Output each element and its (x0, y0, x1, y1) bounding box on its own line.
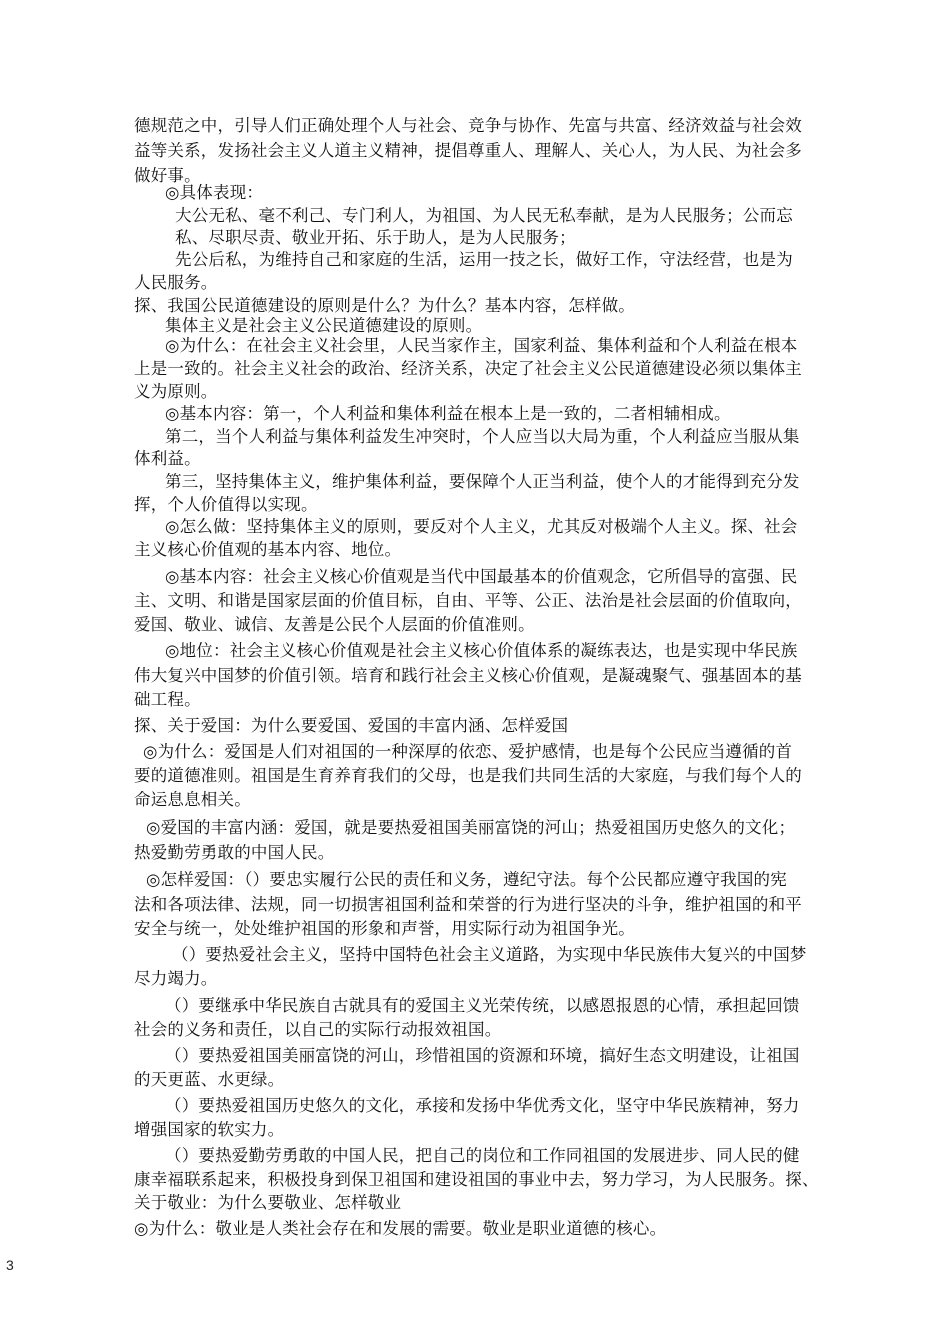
text-line: ◎基本内容：第一，个人利益和集体利益在根本上是一致的，二者相辅相成。 (165, 404, 731, 423)
text-line: 社会的义务和责任，以自己的实际行动报效祖国。 (134, 1020, 502, 1039)
text-line: 法和各项法律、法规，同一切损害祖国利益和荣誉的行为进行坚决的斗争，维护祖国的和平 (134, 895, 802, 914)
page-number: 3 (6, 1257, 14, 1273)
text-line: （）要热爱祖国美丽富饶的河山，珍惜祖国的资源和环境，搞好生态文明建设，让祖国 (165, 1046, 800, 1065)
text-line: 第二，当个人利益与集体利益发生冲突时，个人应当以大局为重，个人利益应当服从集 (165, 427, 800, 446)
text-line: 伟大复兴中国梦的价值引领。培育和践行社会主义核心价值观，是凝魂聚气、强基固本的基 (134, 666, 802, 685)
text-line: 上是一致的。社会主义社会的政治、经济关系，决定了社会主义公民道德建设必须以集体主 (134, 359, 802, 378)
text-line: （）要继承中华民族自古就具有的爱国主义光荣传统，以感恩报恩的心情，承担起回馈 (165, 996, 800, 1015)
text-line: ◎为什么：爱国是人们对祖国的一种深厚的依恋、爱护感情，也是每个公民应当遵循的首 (143, 742, 793, 761)
text-line: （）要热爱祖国历史悠久的文化，承接和发扬中华优秀文化，坚守中华民族精神，努力 (165, 1096, 800, 1115)
text-line: 热爱勤劳勇敢的中国人民。 (134, 843, 335, 862)
text-line: ◎具体表现： (165, 183, 264, 202)
text-line: （）要热爱社会主义，坚持中国特色社会主义道路，为实现中华民族伟大复兴的中国梦 (172, 945, 807, 964)
text-line: ◎基本内容：社会主义核心价值观是当代中国最基本的价值观念，它所倡导的富强、民 (165, 567, 798, 586)
text-line: ◎地位：社会主义核心价值观是社会主义核心价值体系的凝练表达，也是实现中华民族 (165, 641, 798, 660)
text-line: ◎怎样爱国：（）要忠实履行公民的责任和义务，遵纪守法。每个公民都应遵守我国的宪 (146, 870, 787, 889)
text-line: 的天更蓝、水更绿。 (134, 1070, 285, 1089)
section-heading: 探、我国公民道德建设的原则是什么？为什么？基本内容，怎样做。 (134, 296, 635, 315)
text-line: 义为原则。 (134, 382, 218, 401)
text-line: 德规范之中，引导人们正确处理个人与社会、竞争与协作、先富与共富、经济效益与社会效 (134, 116, 802, 135)
text-line: ◎怎么做：坚持集体主义的原则，要反对个人主义，尤其反对极端个人主义。探、社会 (165, 517, 798, 536)
text-line: 人民服务。 (134, 273, 218, 292)
text-line: 主、文明、和谐是国家层面的价值目标，自由、平等、公正、法治是社会层面的价值取向， (134, 591, 802, 610)
text-line: 命运息息相关。 (134, 790, 251, 809)
text-line: 关于敬业：为什么要敬业、怎样敬业 (134, 1193, 402, 1212)
text-line: （）要热爱勤劳勇敢的中国人民，把自己的岗位和工作同祖国的发展进步、同人民的健 (165, 1146, 800, 1165)
text-line: 安全与统一，处处维护祖国的形象和声誉，用实际行动为祖国争光。 (134, 919, 635, 938)
text-line: 做好事。 (134, 166, 201, 185)
text-line: 增强国家的软实力。 (134, 1120, 285, 1139)
text-line: 益等关系，发扬社会主义人道主义精神，提倡尊重人、理解人、关心人，为人民、为社会多 (134, 141, 802, 160)
text-line: 爱国、敬业、诚信、友善是公民个人层面的价值准则。 (134, 615, 535, 634)
text-line: 第三，坚持集体主义，维护集体利益，要保障个人正当利益，使个人的才能得到充分发 (165, 472, 800, 491)
section-heading: 探、关于爱国：为什么要爱国、爱国的丰富内涵、怎样爱国 (134, 716, 569, 735)
text-line: ◎为什么：敬业是人类社会存在和发展的需要。敬业是职业道德的核心。 (134, 1219, 667, 1238)
text-line: 要的道德准则。祖国是生育养育我们的父母，也是我们共同生活的大家庭，与我们每个人的 (134, 766, 802, 785)
text-line: 大公无私、毫不利己、专门利人，为祖国、为人民无私奉献，是为人民服务；公而忘 (175, 206, 793, 225)
text-line: 主义核心价值观的基本内容、地位。 (134, 540, 402, 559)
text-line: 集体主义是社会主义公民道德建设的原则。 (165, 316, 483, 335)
text-line: 尽力竭力。 (134, 969, 218, 988)
text-line: 先公后私，为维持自己和家庭的生活，运用一技之长，做好工作，守法经营，也是为 (175, 250, 793, 269)
text-line: 私、尽职尽责、敬业开拓、乐于助人，是为人民服务； (175, 228, 576, 247)
text-line: ◎爱国的丰富内涵：爱国，就是要热爱祖国美丽富饶的河山；热爱祖国历史悠久的文化； (146, 818, 796, 837)
text-line: 康幸福联系起来，积极投身到保卫祖国和建设祖国的事业中去，努力学习，为人民服务。探、 (134, 1170, 819, 1189)
text-line: 体利益。 (134, 449, 201, 468)
text-line: 挥，个人价值得以实现。 (134, 495, 318, 514)
text-line: 础工程。 (134, 690, 201, 709)
text-line: ◎为什么：在社会主义社会里，人民当家作主，国家利益、集体利益和个人利益在根本 (165, 336, 798, 355)
